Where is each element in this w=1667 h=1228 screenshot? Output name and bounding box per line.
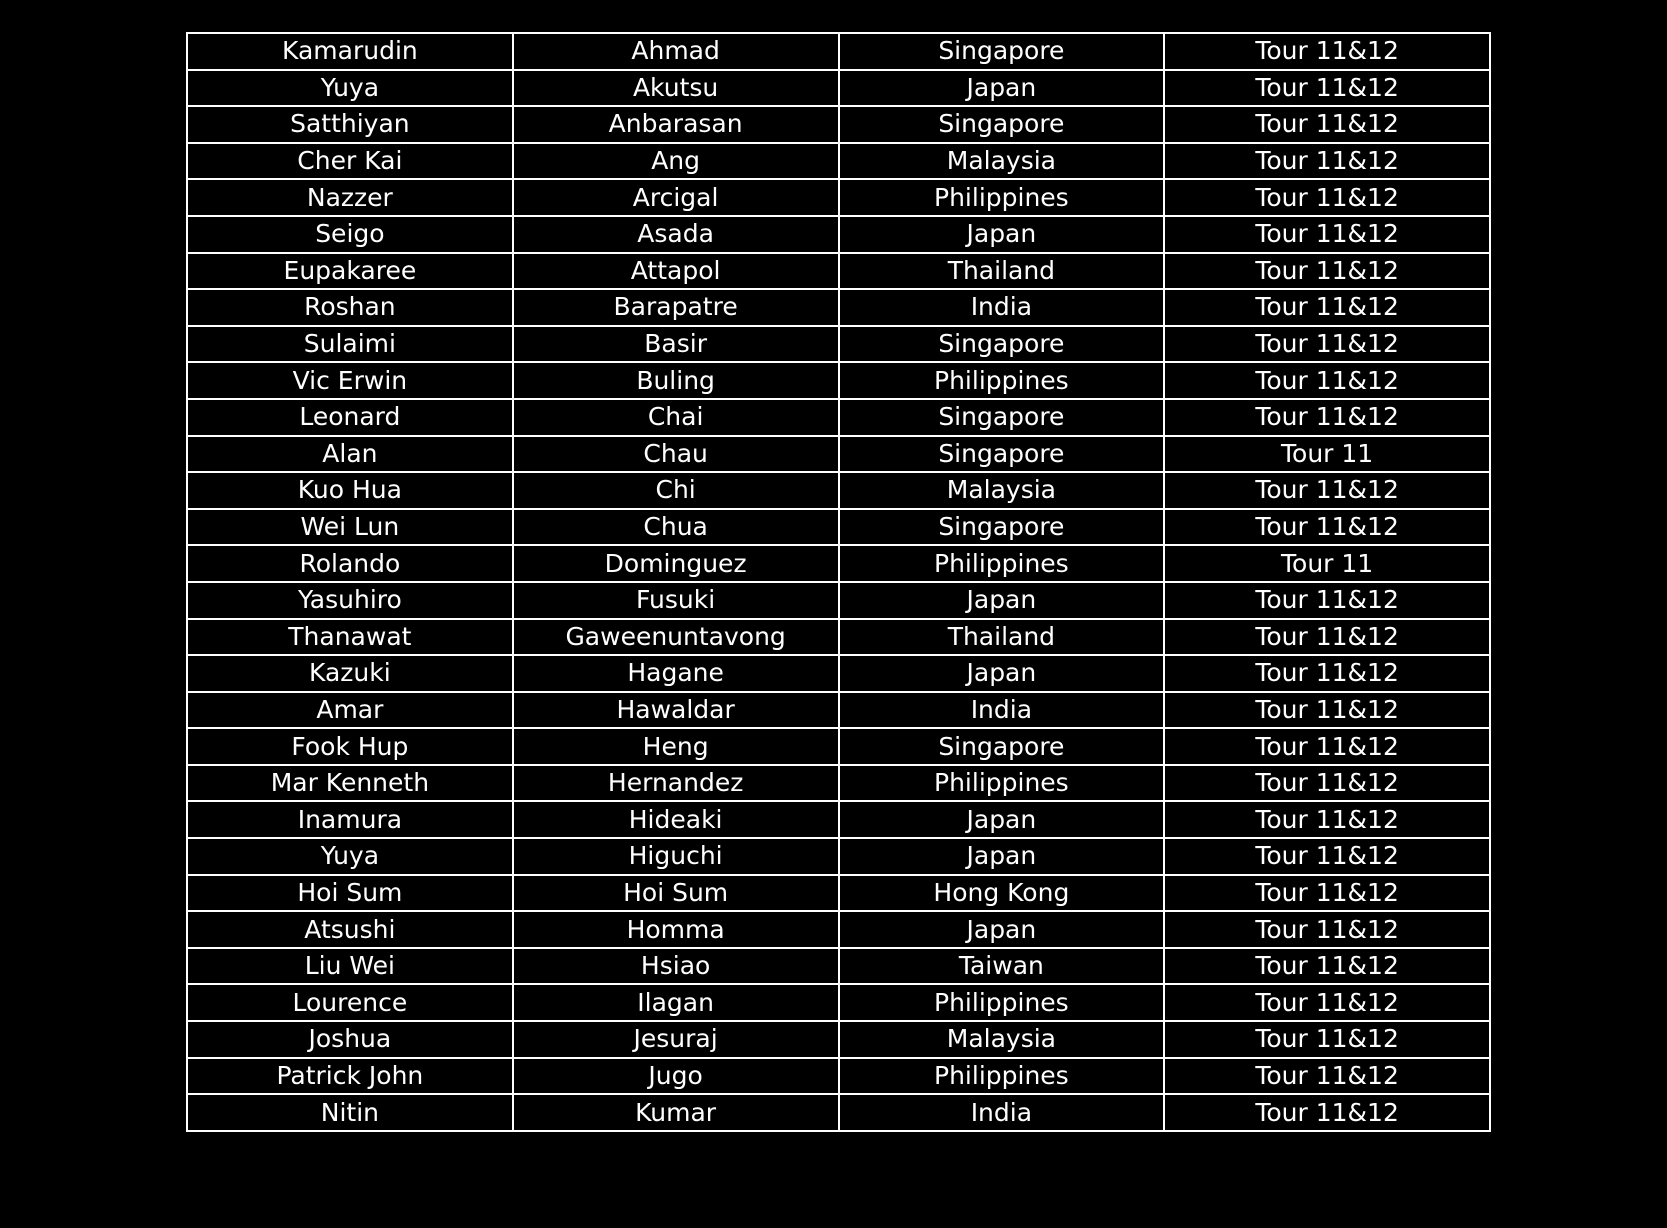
country-cell: Hong Kong	[839, 875, 1165, 912]
table-row	[187, 1021, 1490, 1058]
tour-cell: Tour 11&12	[1164, 1058, 1490, 1095]
country-cell: Singapore	[839, 509, 1165, 546]
table-row	[187, 1058, 1490, 1095]
first-name-cell: Vic Erwin	[187, 362, 513, 399]
table-row	[187, 545, 1490, 582]
table-row	[187, 1094, 1490, 1131]
tour-cell: Tour 11&12	[1164, 33, 1490, 70]
last-name-cell: Ilagan	[513, 984, 839, 1021]
table-row	[187, 70, 1490, 107]
country-cell: Malaysia	[839, 472, 1165, 509]
first-name-cell: Hoi Sum	[187, 875, 513, 912]
table-row	[187, 875, 1490, 912]
last-name-cell: Chua	[513, 509, 839, 546]
tour-cell: Tour 11&12	[1164, 948, 1490, 985]
tour-cell: Tour 11&12	[1164, 582, 1490, 619]
tour-cell: Tour 11&12	[1164, 655, 1490, 692]
last-name-cell: Jugo	[513, 1058, 839, 1095]
table-row	[187, 289, 1490, 326]
country-cell: Thailand	[839, 253, 1165, 290]
first-name-cell: Sulaimi	[187, 326, 513, 363]
first-name-cell: Mar Kenneth	[187, 765, 513, 802]
table-row	[187, 326, 1490, 363]
last-name-cell: Kumar	[513, 1094, 839, 1131]
last-name-cell: Basir	[513, 326, 839, 363]
first-name-cell: Nazzer	[187, 179, 513, 216]
tour-cell: Tour 11&12	[1164, 1021, 1490, 1058]
country-cell: Japan	[839, 838, 1165, 875]
tour-cell: Tour 11&12	[1164, 765, 1490, 802]
country-cell: Thailand	[839, 619, 1165, 656]
country-cell: Japan	[839, 216, 1165, 253]
first-name-cell: Thanawat	[187, 619, 513, 656]
table-row	[187, 984, 1490, 1021]
last-name-cell: Hawaldar	[513, 692, 839, 729]
country-cell: Japan	[839, 70, 1165, 107]
country-cell: Japan	[839, 801, 1165, 838]
country-cell: Malaysia	[839, 143, 1165, 180]
table-row	[187, 399, 1490, 436]
country-cell: Philippines	[839, 765, 1165, 802]
table-row	[187, 765, 1490, 802]
tour-cell: Tour 11&12	[1164, 801, 1490, 838]
country-cell: Singapore	[839, 399, 1165, 436]
tour-cell: Tour 11&12	[1164, 362, 1490, 399]
last-name-cell: Hagane	[513, 655, 839, 692]
tour-cell: Tour 11&12	[1164, 984, 1490, 1021]
players-table-container	[186, 32, 1491, 1132]
table-row	[187, 838, 1490, 875]
last-name-cell: Hoi Sum	[513, 875, 839, 912]
first-name-cell: Fook Hup	[187, 728, 513, 765]
table-row	[187, 362, 1490, 399]
table-row	[187, 106, 1490, 143]
tour-cell: Tour 11&12	[1164, 692, 1490, 729]
last-name-cell: Fusuki	[513, 582, 839, 619]
first-name-cell: Kamarudin	[187, 33, 513, 70]
tour-cell: Tour 11&12	[1164, 728, 1490, 765]
last-name-cell: Ang	[513, 143, 839, 180]
table-row	[187, 619, 1490, 656]
first-name-cell: Kazuki	[187, 655, 513, 692]
first-name-cell: Seigo	[187, 216, 513, 253]
last-name-cell: Homma	[513, 911, 839, 948]
first-name-cell: Alan	[187, 436, 513, 473]
tour-cell: Tour 11&12	[1164, 875, 1490, 912]
tour-cell: Tour 11&12	[1164, 509, 1490, 546]
last-name-cell: Attapol	[513, 253, 839, 290]
first-name-cell: Liu Wei	[187, 948, 513, 985]
tour-cell: Tour 11&12	[1164, 70, 1490, 107]
country-cell: Japan	[839, 911, 1165, 948]
last-name-cell: Chau	[513, 436, 839, 473]
table-row	[187, 509, 1490, 546]
country-cell: Japan	[839, 582, 1165, 619]
last-name-cell: Gaweenuntavong	[513, 619, 839, 656]
country-cell: India	[839, 289, 1165, 326]
last-name-cell: Hideaki	[513, 801, 839, 838]
first-name-cell: Yasuhiro	[187, 582, 513, 619]
table-row	[187, 948, 1490, 985]
first-name-cell: Patrick John	[187, 1058, 513, 1095]
country-cell: Singapore	[839, 33, 1165, 70]
first-name-cell: Joshua	[187, 1021, 513, 1058]
first-name-cell: Satthiyan	[187, 106, 513, 143]
table-row	[187, 253, 1490, 290]
table-row	[187, 33, 1490, 70]
last-name-cell: Anbarasan	[513, 106, 839, 143]
country-cell: Malaysia	[839, 1021, 1165, 1058]
first-name-cell: Eupakaree	[187, 253, 513, 290]
tour-cell: Tour 11&12	[1164, 472, 1490, 509]
table-row	[187, 179, 1490, 216]
tour-cell: Tour 11&12	[1164, 326, 1490, 363]
country-cell: Japan	[839, 655, 1165, 692]
last-name-cell: Barapatre	[513, 289, 839, 326]
country-cell: Singapore	[839, 106, 1165, 143]
tour-cell: Tour 11	[1164, 436, 1490, 473]
last-name-cell: Higuchi	[513, 838, 839, 875]
tour-cell: Tour 11&12	[1164, 838, 1490, 875]
tour-cell: Tour 11&12	[1164, 106, 1490, 143]
country-cell: India	[839, 1094, 1165, 1131]
first-name-cell: Nitin	[187, 1094, 513, 1131]
first-name-cell: Atsushi	[187, 911, 513, 948]
table-row	[187, 436, 1490, 473]
first-name-cell: Inamura	[187, 801, 513, 838]
last-name-cell: Ahmad	[513, 33, 839, 70]
first-name-cell: Lourence	[187, 984, 513, 1021]
tour-cell: Tour 11	[1164, 545, 1490, 582]
tour-cell: Tour 11&12	[1164, 911, 1490, 948]
tour-cell: Tour 11&12	[1164, 1094, 1490, 1131]
table-row	[187, 582, 1490, 619]
tour-cell: Tour 11&12	[1164, 289, 1490, 326]
first-name-cell: Leonard	[187, 399, 513, 436]
table-row	[187, 911, 1490, 948]
first-name-cell: Yuya	[187, 838, 513, 875]
country-cell: Philippines	[839, 179, 1165, 216]
country-cell: Philippines	[839, 984, 1165, 1021]
first-name-cell: Cher Kai	[187, 143, 513, 180]
last-name-cell: Hsiao	[513, 948, 839, 985]
country-cell: Singapore	[839, 326, 1165, 363]
last-name-cell: Chi	[513, 472, 839, 509]
table-row	[187, 728, 1490, 765]
last-name-cell: Dominguez	[513, 545, 839, 582]
table-row	[187, 655, 1490, 692]
last-name-cell: Arcigal	[513, 179, 839, 216]
tour-cell: Tour 11&12	[1164, 253, 1490, 290]
first-name-cell: Amar	[187, 692, 513, 729]
last-name-cell: Asada	[513, 216, 839, 253]
last-name-cell: Hernandez	[513, 765, 839, 802]
country-cell: India	[839, 692, 1165, 729]
last-name-cell: Buling	[513, 362, 839, 399]
last-name-cell: Jesuraj	[513, 1021, 839, 1058]
country-cell: Singapore	[839, 728, 1165, 765]
table-row	[187, 143, 1490, 180]
tour-cell: Tour 11&12	[1164, 619, 1490, 656]
first-name-cell: Roshan	[187, 289, 513, 326]
country-cell: Philippines	[839, 545, 1165, 582]
country-cell: Taiwan	[839, 948, 1165, 985]
country-cell: Philippines	[839, 1058, 1165, 1095]
players-table	[186, 32, 1491, 1132]
last-name-cell: Chai	[513, 399, 839, 436]
country-cell: Philippines	[839, 362, 1165, 399]
tour-cell: Tour 11&12	[1164, 216, 1490, 253]
last-name-cell: Akutsu	[513, 70, 839, 107]
tour-cell: Tour 11&12	[1164, 143, 1490, 180]
table-row	[187, 216, 1490, 253]
first-name-cell: Kuo Hua	[187, 472, 513, 509]
players-table-body	[187, 33, 1490, 1131]
first-name-cell: Rolando	[187, 545, 513, 582]
tour-cell: Tour 11&12	[1164, 399, 1490, 436]
first-name-cell: Wei Lun	[187, 509, 513, 546]
tour-cell: Tour 11&12	[1164, 179, 1490, 216]
table-row	[187, 801, 1490, 838]
country-cell: Singapore	[839, 436, 1165, 473]
last-name-cell: Heng	[513, 728, 839, 765]
table-row	[187, 692, 1490, 729]
first-name-cell: Yuya	[187, 70, 513, 107]
table-row	[187, 472, 1490, 509]
